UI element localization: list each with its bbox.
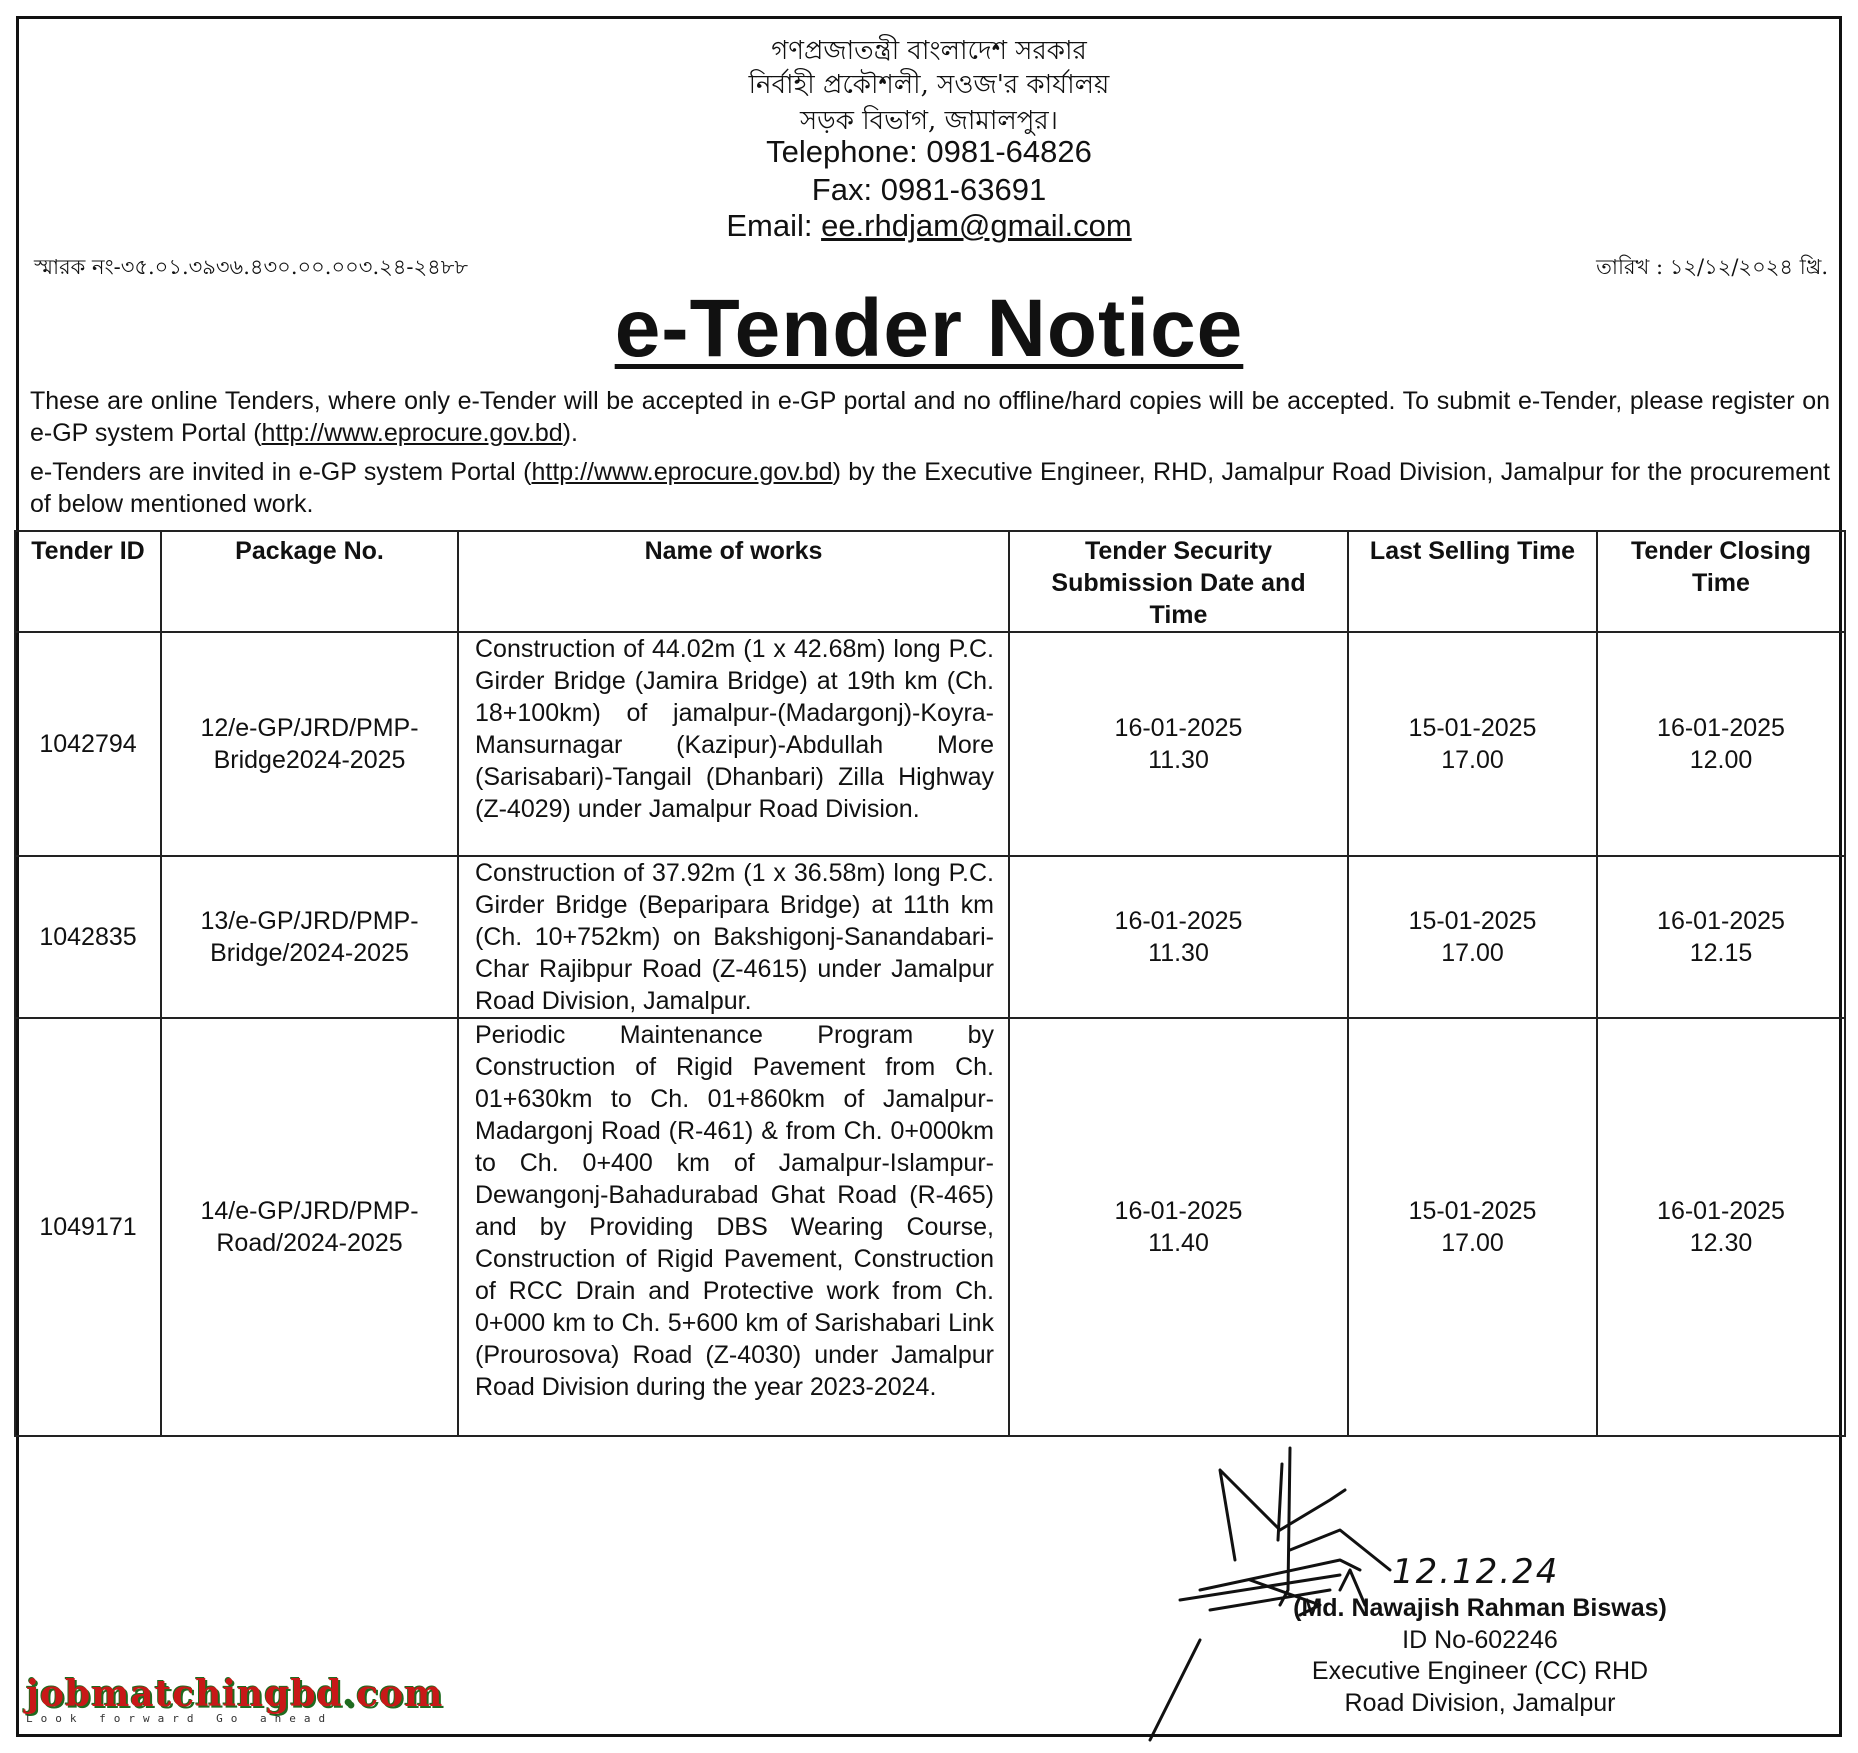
- tender-id: 1042794: [15, 632, 161, 856]
- time: 17.00: [1441, 939, 1504, 967]
- table-row: [15, 856, 1845, 1018]
- time: 11.40: [1148, 1229, 1209, 1257]
- signatory-office: Road Division, Jamalpur: [1344, 1689, 1616, 1717]
- package-line: Bridge2024-2025: [213, 746, 406, 774]
- security-date-time: [1009, 856, 1348, 1018]
- intro-paragraph-1: [30, 385, 1830, 449]
- time: 11.30: [1148, 746, 1209, 774]
- intro-p1-end: ).: [562, 419, 578, 447]
- signatory-name: (Md. Nawajish Rahman Biswas): [1293, 1594, 1667, 1622]
- signature-date: 12.12.24: [1392, 1552, 1560, 1592]
- date: 15-01-2025: [1408, 714, 1537, 742]
- intro-p1-text: These are online Tenders, where only e-Tender will be accepted in e-GP portal and no offline/hard copies will be accepted. To submit e-Tender, please register on e-GP system Portal (: [30, 387, 1830, 447]
- package-no: [161, 856, 458, 1018]
- date: 15-01-2025: [1408, 907, 1537, 935]
- date: 16-01-2025: [1657, 714, 1785, 742]
- header-division: সড়ক বিভাগ, জামালপুর।: [800, 106, 1058, 136]
- package-line: 13/e-GP/JRD/PMP-: [200, 907, 419, 935]
- intro-p2-end: ) by the Executive Engineer, RHD, Jamalpur Road Division, Jamalpur for the procurement of below mentioned work.: [30, 458, 1830, 518]
- closing-time: [1597, 632, 1845, 856]
- header-fax: Fax: 0981-63691: [811, 172, 1047, 207]
- watermark-tagline: Look forward Go ahead: [26, 1712, 334, 1725]
- last-selling-time: [1348, 856, 1597, 1018]
- last-selling-time: [1348, 1018, 1597, 1436]
- eprocure-link-2[interactable]: http://www.eprocure.gov.bd: [531, 458, 833, 486]
- page-title: [0, 282, 1858, 376]
- date: 16-01-2025: [1114, 1197, 1243, 1225]
- date: 16-01-2025: [1657, 907, 1785, 935]
- header-email: [0, 208, 1858, 244]
- email-label: Email:: [726, 208, 822, 243]
- tender-table: [14, 530, 1846, 1437]
- col-header-tender-id: Tender ID: [15, 531, 161, 632]
- time: 17.00: [1441, 1229, 1504, 1257]
- time: 11.30: [1148, 939, 1209, 967]
- package-line: Road/2024-2025: [216, 1229, 403, 1257]
- package-no: [161, 632, 458, 856]
- tender-id: 1049171: [15, 1018, 161, 1436]
- date: 16-01-2025: [1657, 1197, 1785, 1225]
- last-selling-time: [1348, 632, 1597, 856]
- header-government: গণপ্রজাতন্ত্রী বাংলাদেশ সরকার: [771, 36, 1087, 66]
- name-of-works: Construction of 44.02m (1 x 42.68m) long P.C. Girder Bridge (Jamira Bridge) at 19th km (Ch. 18+100km) of jamalpur-(Madargonj)-Koyra-Mansurnagar (Kazipur)-Abdullah More (Sarisabari)-Tangail (Dhanbari) Zilla Highway (Z-4029) under Jamalpur Road Division.: [458, 632, 1009, 856]
- package-line: 14/e-GP/JRD/PMP-: [200, 1197, 419, 1225]
- page-title-text: e-Tender Notice: [614, 283, 1244, 374]
- package-line: Bridge/2024-2025: [210, 939, 409, 967]
- col-header-security-submission: Tender Security Submission Date and Time: [1009, 531, 1348, 632]
- header-telephone: Telephone: 0981-64826: [766, 134, 1092, 169]
- memo-date: তারিখ : ১২/১২/২০২৪ খ্রি.: [1596, 255, 1828, 279]
- package-line: 12/e-GP/JRD/PMP-: [200, 714, 419, 742]
- intro-paragraph-2: [30, 456, 1830, 520]
- watermark-brand: [26, 1674, 443, 1714]
- table-header-row: [15, 531, 1845, 632]
- watermark-dot: .: [342, 1673, 357, 1715]
- col-header-last-selling: Last Selling Time: [1348, 531, 1597, 632]
- time: 12.30: [1689, 1229, 1753, 1257]
- time: 12.15: [1689, 939, 1753, 967]
- intro-p2-text: e-Tenders are invited in e-GP system Portal (: [30, 458, 532, 486]
- name-of-works: Periodic Maintenance Program by Construction of Rigid Pavement from Ch. 01+630km to Ch. 01+860km of Jamalpur-Madargonj Road (R-461) & from Ch. 0+000km to Ch. 0+400 km of Jamalpur-Islampur-Dewangonj-Bahadurabad Ghat Road (R-465) and by Providing DBS Wearing Course, Construction of Rigid Pavement, Construction of RCC Drain and Protective work from Ch. 0+000 km to Ch. 5+600 km of Sarishabari Link (Prourosova) Road (Z-4030) under Jamalpur Road Division during the year 2023-2024.: [458, 1018, 1009, 1436]
- security-date-time: [1009, 632, 1348, 856]
- signatory-id: ID No-602246: [1402, 1626, 1558, 1654]
- name-of-works: Construction of 37.92m (1 x 36.58m) long P.C. Girder Bridge (Beparipara Bridge) at 11th km (Ch. 10+752km) on Bakshigonj-Sanandabari-Char Rajibpur Road (Z-4615) under Jamalpur Road Division, Jamalpur.: [458, 856, 1009, 1018]
- tender-id: 1042835: [15, 856, 161, 1018]
- date: 15-01-2025: [1408, 1197, 1537, 1225]
- col-header-name-of-works: Name of works: [458, 531, 1009, 632]
- time: 17.00: [1441, 746, 1504, 774]
- package-no: [161, 1018, 458, 1436]
- col-header-closing: Tender Closing Time: [1597, 531, 1845, 632]
- date: 16-01-2025: [1114, 714, 1243, 742]
- closing-time: [1597, 856, 1845, 1018]
- memo-reference: স্মারক নং-৩৫.০১.৩৯৩৬.৪৩০.০০.০০৩.২৪-২৪৮৮: [34, 255, 469, 279]
- watermark-tld: com: [356, 1673, 444, 1715]
- watermark-logo: [26, 1674, 443, 1725]
- signatory-designation: Executive Engineer (CC) RHD: [1311, 1657, 1649, 1685]
- table-row: [15, 632, 1845, 856]
- eprocure-link-1[interactable]: http://www.eprocure.gov.bd: [261, 419, 563, 447]
- col-header-package-no: Package No.: [161, 531, 458, 632]
- closing-time: [1597, 1018, 1845, 1436]
- email-link[interactable]: ee.rhdjam@gmail.com: [821, 208, 1132, 243]
- header-office: নির্বাহী প্রকৌশলী, সওজ'র কার্যালয়: [748, 70, 1110, 100]
- security-date-time: [1009, 1018, 1348, 1436]
- table-row: [15, 1018, 1845, 1436]
- time: 12.00: [1689, 746, 1753, 774]
- watermark-brand-name: jobmatchingbd: [26, 1673, 343, 1715]
- date: 16-01-2025: [1114, 907, 1243, 935]
